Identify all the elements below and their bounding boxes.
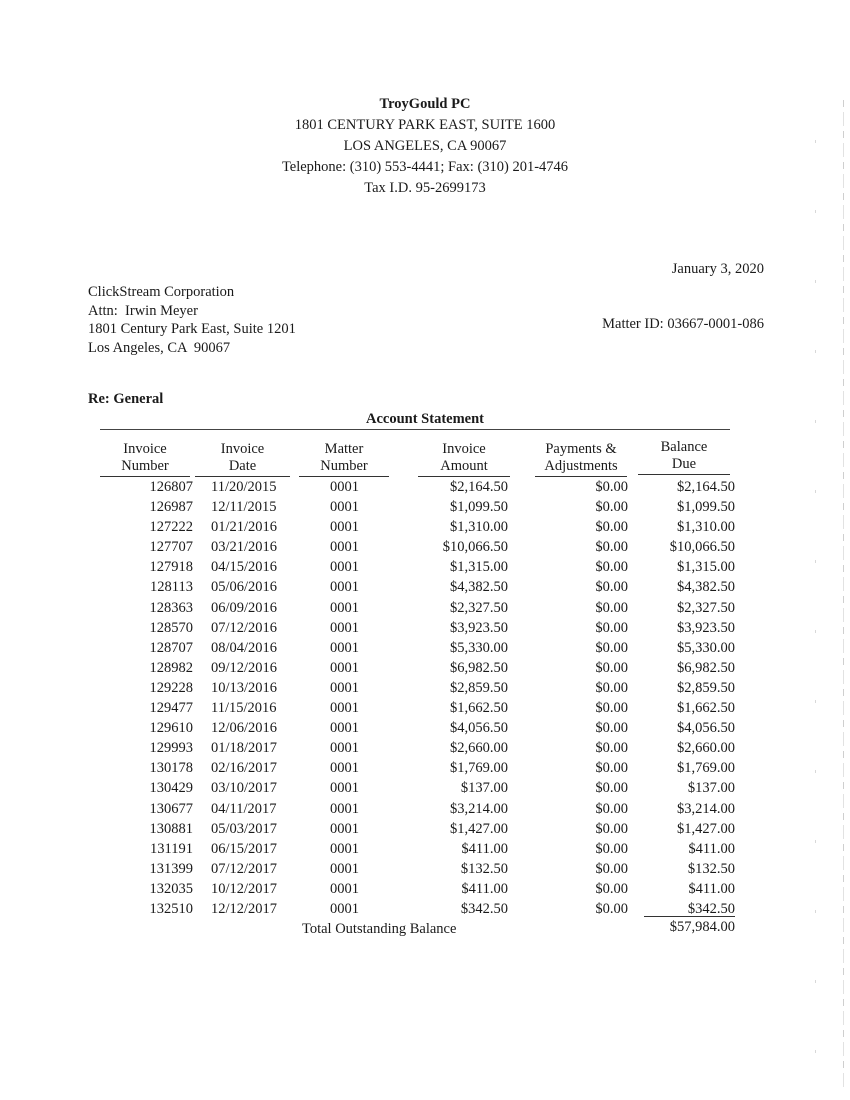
invoice-number-cell: 129477: [149, 700, 193, 717]
table-row: [0, 861, 850, 881]
balance-due-cell: $2,859.50: [677, 679, 735, 696]
invoice-amount-cell: $1,427.00: [450, 820, 508, 837]
payments-cell: $0.00: [595, 559, 628, 576]
matter-number-cell: 0001: [330, 499, 359, 516]
payments-cell: $0.00: [595, 900, 628, 917]
invoice-number-cell: 128570: [149, 619, 193, 636]
invoice-amount-cell: $137.00: [460, 780, 508, 797]
payments-cell: $0.00: [595, 840, 628, 857]
total-label: Total Outstanding Balance: [302, 921, 457, 937]
balance-due-cell: $3,214.00: [677, 800, 735, 817]
invoice-amount-cell: $4,382.50: [450, 579, 508, 596]
payments-cell: $0.00: [595, 880, 628, 897]
header-underline: [100, 476, 190, 477]
total-value: $57,984.00: [669, 919, 735, 935]
scan-artifact: [843, 100, 844, 1090]
re-line: Re: General: [88, 391, 164, 407]
recipient-company: ClickStream Corporation: [88, 284, 235, 300]
payments-cell: $0.00: [595, 780, 628, 797]
table-row: [0, 579, 850, 599]
invoice-amount-cell: $3,214.00: [450, 800, 508, 817]
recipient-attn: Attn: Irwin Meyer: [88, 302, 198, 319]
invoice-number-cell: 130429: [149, 780, 193, 797]
statement-date: January 3, 2020: [671, 261, 764, 277]
scan-artifact: [815, 110, 816, 1080]
invoice-number-cell: 128707: [149, 639, 193, 656]
invoice-amount-cell: $1,315.00: [450, 559, 508, 576]
title-divider: [100, 429, 730, 430]
invoice-amount-cell: $1,769.00: [450, 760, 508, 777]
balance-due-cell: $1,099.50: [677, 499, 735, 516]
invoice-number-cell: 127918: [149, 559, 193, 576]
payments-cell: $0.00: [595, 619, 628, 636]
invoice-date-cell: 06/15/2017: [211, 840, 278, 857]
invoice-date-cell: 07/12/2017: [211, 860, 278, 877]
column-header-invoice-number: Invoice Number: [100, 441, 190, 477]
invoice-number-cell: 129993: [149, 740, 193, 757]
column-header-matter-number: Matter Number: [299, 441, 389, 477]
invoice-date-cell: 05/06/2016: [211, 579, 278, 596]
table-row: [0, 499, 850, 519]
invoice-date-cell: 12/11/2015: [211, 499, 277, 516]
header-underline: [195, 476, 290, 477]
invoice-date-cell: 06/09/2016: [211, 599, 278, 616]
table-row: [0, 539, 850, 559]
payments-cell: $0.00: [595, 720, 628, 737]
balance-due-cell: $137.00: [687, 780, 735, 797]
payments-cell: $0.00: [595, 579, 628, 596]
invoice-date-cell: 11/15/2016: [211, 700, 277, 717]
invoice-amount-cell: $6,982.50: [450, 659, 508, 676]
invoice-number-cell: 130677: [149, 800, 193, 817]
matter-number-cell: 0001: [330, 740, 359, 757]
balance-due-cell: $4,056.50: [677, 720, 735, 737]
matter-number-cell: 0001: [330, 659, 359, 676]
header-underline: [535, 476, 627, 477]
column-header-invoice-amount: Invoice Amount: [418, 441, 510, 477]
invoice-amount-cell: $2,859.50: [450, 679, 508, 696]
firm-address-line2: LOS ANGELES, CA 90067: [343, 138, 507, 154]
payments-cell: $0.00: [595, 700, 628, 717]
invoice-amount-cell: $2,327.50: [450, 599, 508, 616]
table-row: [0, 841, 850, 861]
invoice-table-body: [0, 479, 850, 921]
balance-due-cell: $1,427.00: [677, 820, 735, 837]
firm-tax-id: Tax I.D. 95-2699173: [364, 180, 486, 196]
balance-due-cell: $10,066.50: [669, 539, 735, 556]
invoice-number-cell: 131399: [149, 860, 193, 877]
matter-number-cell: 0001: [330, 860, 359, 877]
table-row: [0, 881, 850, 901]
invoice-number-cell: 129610: [149, 720, 193, 737]
invoice-number-cell: 132035: [149, 880, 193, 897]
recipient-block: [88, 283, 296, 357]
invoice-number-cell: 126807: [149, 479, 193, 495]
invoice-amount-cell: $132.50: [460, 860, 508, 877]
table-row: [0, 740, 850, 760]
matter-number-cell: 0001: [330, 639, 359, 656]
column-header-payments-adjustments: Payments & Adjustments: [535, 441, 627, 477]
invoice-amount-cell: $411.00: [461, 880, 508, 897]
invoice-date-cell: 03/10/2017: [211, 780, 278, 797]
invoice-number-cell: 129228: [149, 679, 193, 696]
balance-due-cell: $411.00: [688, 880, 735, 897]
matter-number-cell: 0001: [330, 780, 359, 797]
matter-number-cell: 0001: [330, 679, 359, 696]
balance-due-cell: $2,164.50: [677, 479, 735, 495]
total-divider: [644, 916, 735, 917]
table-row: [0, 801, 850, 821]
balance-due-cell: $132.50: [687, 860, 735, 877]
invoice-number-cell: 130178: [149, 760, 193, 777]
balance-due-cell: $3,923.50: [677, 619, 735, 636]
invoice-number-cell: 131191: [150, 840, 193, 857]
invoice-date-cell: 02/16/2017: [211, 760, 278, 777]
invoice-amount-cell: $1,310.00: [450, 519, 508, 536]
balance-due-cell: $5,330.00: [677, 639, 735, 656]
table-row: [0, 821, 850, 841]
invoice-date-cell: 11/20/2015: [211, 479, 277, 495]
invoice-amount-cell: $1,099.50: [450, 499, 508, 516]
matter-number-cell: 0001: [330, 559, 359, 576]
table-row: [0, 620, 850, 640]
invoice-date-cell: 09/12/2016: [211, 659, 278, 676]
matter-number-cell: 0001: [330, 880, 359, 897]
table-row: [0, 600, 850, 620]
statement-title: Account Statement: [366, 411, 484, 427]
matter-number-cell: 0001: [330, 539, 359, 556]
table-row: [0, 680, 850, 700]
matter-number-cell: 0001: [330, 760, 359, 777]
balance-due-cell: $4,382.50: [677, 579, 735, 596]
invoice-amount-cell: $5,330.00: [450, 639, 508, 656]
matter-number-cell: 0001: [330, 700, 359, 717]
balance-due-cell: $2,327.50: [677, 599, 735, 616]
letterhead: [0, 94, 850, 199]
payments-cell: $0.00: [595, 639, 628, 656]
invoice-amount-cell: $3,923.50: [450, 619, 508, 636]
matter-number-cell: 0001: [330, 599, 359, 616]
recipient-address-line1: 1801 Century Park East, Suite 1201: [88, 321, 296, 337]
table-row: [0, 479, 850, 499]
table-row: [0, 780, 850, 800]
table-row: [0, 760, 850, 780]
invoice-date-cell: 05/03/2017: [211, 820, 278, 837]
payments-cell: $0.00: [595, 499, 628, 516]
balance-due-cell: $6,982.50: [677, 659, 735, 676]
payments-cell: $0.00: [595, 679, 628, 696]
invoice-number-cell: 127707: [149, 539, 193, 556]
column-header-balance-due: Balance Due: [638, 439, 730, 475]
balance-due-cell: $1,769.00: [677, 760, 735, 777]
payments-cell: $0.00: [595, 740, 628, 757]
header-underline: [418, 476, 510, 477]
invoice-date-cell: 12/06/2016: [211, 720, 278, 737]
header-underline: [299, 476, 389, 477]
invoice-amount-cell: $10,066.50: [442, 539, 508, 556]
payments-cell: $0.00: [595, 599, 628, 616]
invoice-date-cell: 10/13/2016: [211, 679, 278, 696]
payments-cell: $0.00: [595, 760, 628, 777]
firm-contact: Telephone: (310) 553-4441; Fax: (310) 201-4746: [281, 159, 569, 175]
header-underline: [638, 474, 730, 475]
table-row: [0, 700, 850, 720]
invoice-date-cell: 07/12/2016: [211, 619, 278, 636]
matter-number-cell: 0001: [330, 479, 359, 495]
invoice-amount-cell: $2,660.00: [450, 740, 508, 757]
invoice-date-cell: 01/21/2016: [211, 519, 278, 536]
matter-number-cell: 0001: [330, 900, 359, 917]
invoice-number-cell: 128982: [149, 659, 193, 676]
recipient-address-line2: Los Angeles, CA 90067: [88, 339, 231, 356]
invoice-amount-cell: $411.00: [461, 840, 508, 857]
payments-cell: $0.00: [595, 519, 628, 536]
balance-due-cell: $1,315.00: [677, 559, 735, 576]
invoice-number-cell: 132510: [149, 900, 193, 917]
invoice-date-cell: 01/18/2017: [211, 740, 278, 757]
matter-number-cell: 0001: [330, 820, 359, 837]
firm-address-line1: 1801 CENTURY PARK EAST, SUITE 1600: [294, 117, 556, 133]
matter-number-cell: 0001: [330, 579, 359, 596]
balance-due-cell: $2,660.00: [677, 740, 735, 757]
balance-due-cell: $342.50: [687, 900, 735, 917]
matter-number-cell: 0001: [330, 720, 359, 737]
balance-due-cell: $411.00: [688, 840, 735, 857]
invoice-number-cell: 130881: [149, 820, 193, 837]
invoice-date-cell: 08/04/2016: [211, 639, 278, 656]
balance-due-cell: $1,662.50: [677, 700, 735, 717]
matter-number-cell: 0001: [330, 840, 359, 857]
payments-cell: $0.00: [595, 539, 628, 556]
invoice-amount-cell: $342.50: [460, 900, 508, 917]
matter-number-cell: 0001: [330, 619, 359, 636]
column-header-invoice-date: Invoice Date: [195, 441, 290, 477]
invoice-amount-cell: $4,056.50: [450, 720, 508, 737]
matter-number-cell: 0001: [330, 519, 359, 536]
invoice-amount-cell: $2,164.50: [450, 479, 508, 495]
balance-due-cell: $1,310.00: [677, 519, 735, 536]
invoice-date-cell: 03/21/2016: [211, 539, 278, 556]
invoice-date-cell: 04/11/2017: [211, 800, 277, 817]
invoice-date-cell: 04/15/2016: [211, 559, 278, 576]
payments-cell: $0.00: [595, 659, 628, 676]
invoice-date-cell: 10/12/2017: [211, 880, 278, 897]
invoice-amount-cell: $1,662.50: [450, 700, 508, 717]
payments-cell: $0.00: [595, 800, 628, 817]
table-row: [0, 660, 850, 680]
invoice-number-cell: 127222: [149, 519, 193, 536]
payments-cell: $0.00: [595, 860, 628, 877]
matter-number-cell: 0001: [330, 800, 359, 817]
table-row: [0, 640, 850, 660]
table-row: [0, 720, 850, 740]
invoice-number-cell: 126987: [149, 499, 193, 516]
firm-name: TroyGould PC: [379, 96, 471, 112]
table-row: [0, 559, 850, 579]
payments-cell: $0.00: [595, 479, 628, 495]
payments-cell: $0.00: [595, 820, 628, 837]
invoice-number-cell: 128113: [150, 579, 193, 596]
invoice-date-cell: 12/12/2017: [211, 900, 278, 917]
invoice-number-cell: 128363: [149, 599, 193, 616]
matter-id: Matter ID: 03667-0001-086: [602, 316, 764, 332]
table-row: [0, 519, 850, 539]
